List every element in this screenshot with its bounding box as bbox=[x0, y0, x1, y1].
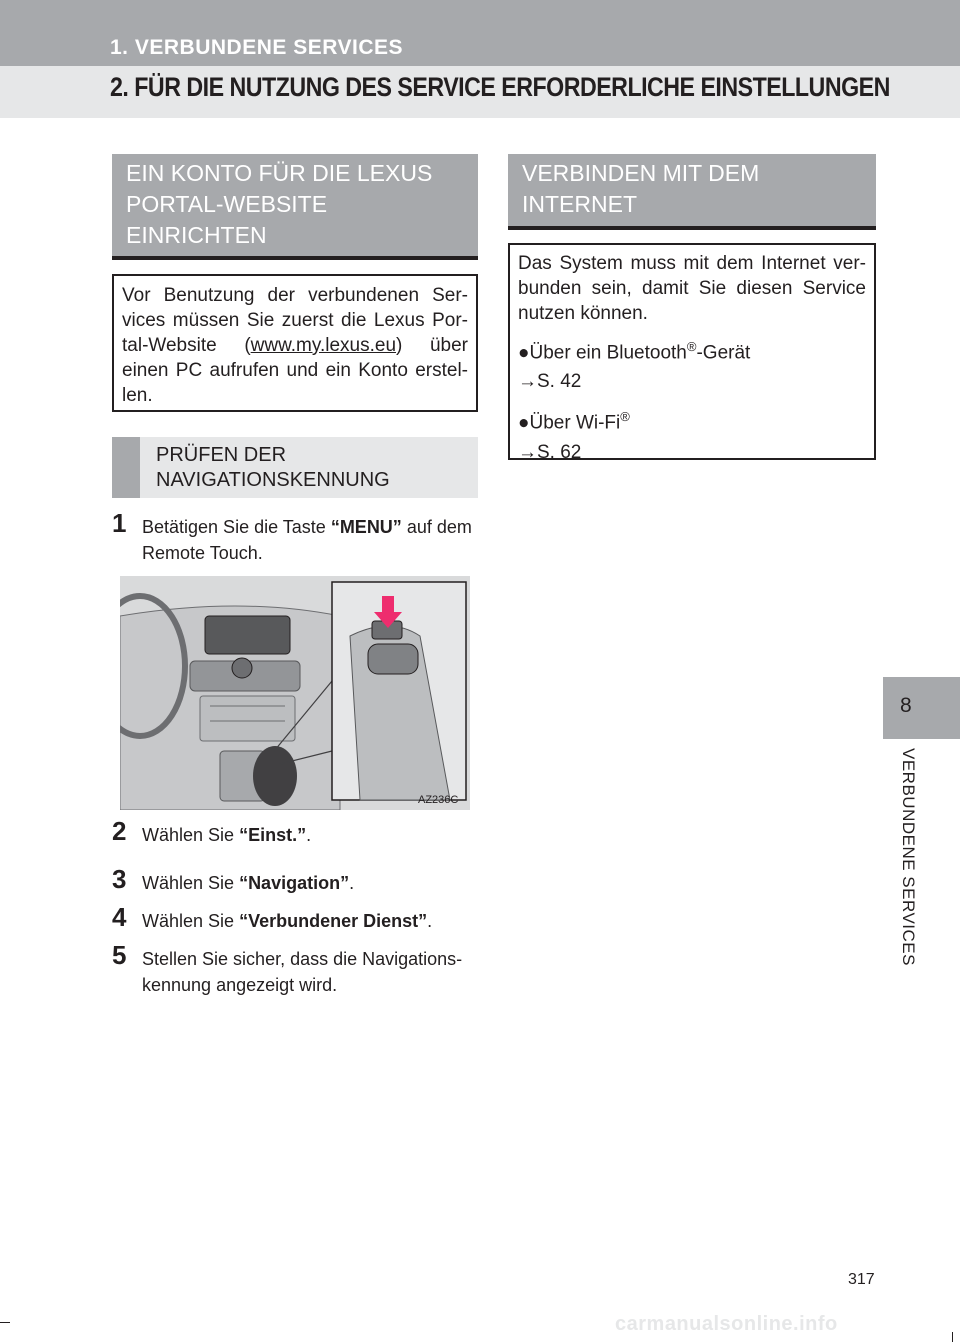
step-number: 4 bbox=[112, 902, 127, 932]
wifi-ref[interactable]: →S. 62 bbox=[518, 441, 582, 463]
section-label: 1. VERBUNDENE SERVICES bbox=[110, 36, 404, 59]
account-info-box: Vor Benutzung der verbundenen Ser-vices müssen Sie zuerst die Lexus Por-tal-Website (www.my.lexus.eu) über einen PC aufrufen und ein Konto erstel-len. bbox=[112, 274, 478, 412]
internet-info-box bbox=[508, 243, 876, 463]
chapter-tab bbox=[883, 677, 960, 739]
check-heading-bar bbox=[112, 437, 140, 498]
dashboard-drawing bbox=[120, 576, 470, 810]
arrow-right-icon: → bbox=[518, 441, 537, 463]
step-5: 5 Stellen Sie sicher, dass die Navigations-kennung angezeigt wird. bbox=[112, 940, 463, 995]
page-number: 317 bbox=[848, 1271, 875, 1288]
bluetooth-ref[interactable]: →S. 42 bbox=[518, 371, 582, 393]
illustration-code: AZ236C bbox=[418, 794, 459, 806]
step-2: 2 Wählen Sie “Einst.”. bbox=[112, 816, 312, 846]
step-4: 4 Wählen Sie “Verbundener Dienst”. bbox=[112, 902, 433, 932]
bluetooth-item: ●Über ein Bluetooth®-Gerät bbox=[518, 339, 751, 364]
step-3: 3 Wählen Sie “Navigation”. bbox=[112, 864, 355, 894]
wifi-item: ●Über Wi-Fi® bbox=[518, 409, 630, 434]
chapter-number: 8 bbox=[900, 694, 912, 717]
arrow-right-icon: → bbox=[518, 371, 537, 393]
step-1: 1 Betätigen Sie die Taste “MENU” auf dem Remote Touch. bbox=[112, 508, 472, 563]
portal-link[interactable]: www.my.lexus.eu bbox=[250, 335, 397, 356]
watermark: carmanualsonline.info bbox=[615, 1313, 838, 1335]
bullet-icon: ● bbox=[518, 412, 530, 434]
page-title: 2. FÜR DIE NUTZUNG DES SERVICE ERFORDERLICHE EINSTELLUNGEN bbox=[110, 72, 890, 102]
account-heading: EIN KONTO FÜR DIE LEXUS PORTAL-WEBSITE EINRICHTEN bbox=[112, 154, 478, 260]
crop-mark bbox=[0, 1322, 10, 1323]
crop-mark bbox=[952, 1332, 953, 1342]
step-number: 2 bbox=[112, 816, 127, 846]
step-number: 3 bbox=[112, 864, 127, 894]
remote-touch-illustration bbox=[120, 576, 470, 810]
step-number: 5 bbox=[112, 940, 127, 970]
chapter-label: VERBUNDENE SERVICES bbox=[899, 748, 918, 966]
internet-heading: VERBINDEN MIT DEM INTERNET bbox=[508, 154, 876, 230]
check-heading: PRÜFEN DER NAVIGATIONSKENNUNG bbox=[112, 437, 478, 498]
internet-intro: Das System muss mit dem Internet ver-bunden sein, damit Sie diesen Service nutzen können. bbox=[518, 253, 866, 324]
bullet-icon: ● bbox=[518, 342, 530, 364]
step-number: 1 bbox=[112, 508, 127, 538]
